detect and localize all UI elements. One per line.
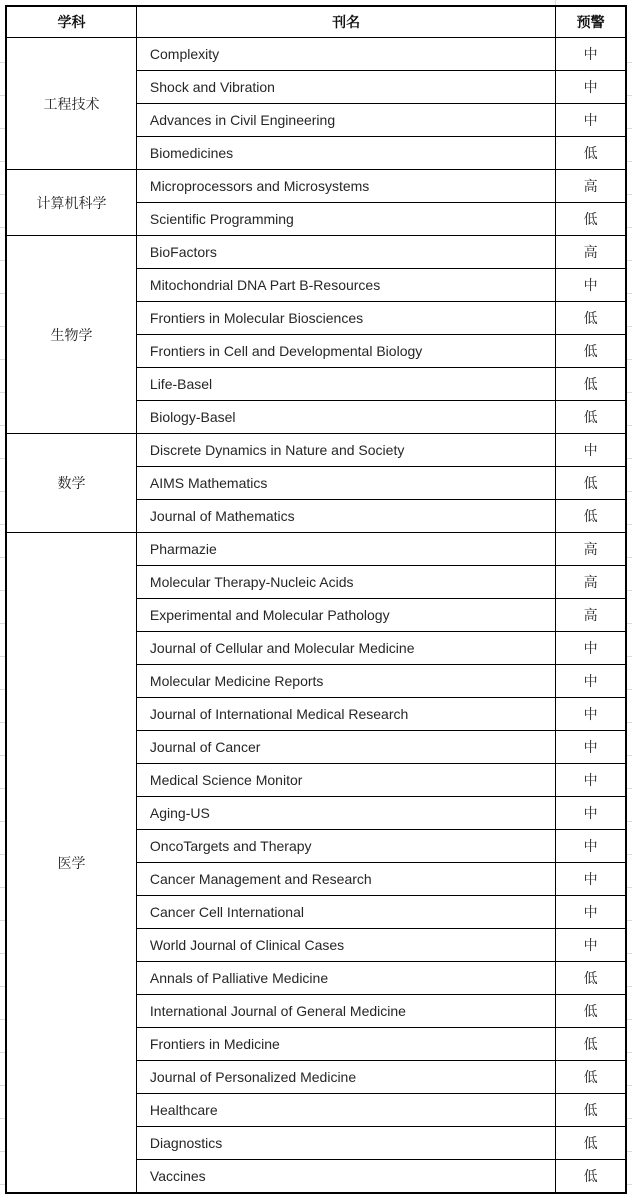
- warning-level-cell: 低: [556, 1061, 626, 1094]
- journal-name-cell: Molecular Therapy-Nucleic Acids: [136, 566, 555, 599]
- journal-name-cell: Healthcare: [136, 1094, 555, 1127]
- warning-level-cell: 高: [556, 599, 626, 632]
- journal-name-cell: Journal of Cellular and Molecular Medicine: [136, 632, 555, 665]
- warning-level-cell: 中: [556, 698, 626, 731]
- journal-name-cell: Journal of International Medical Research: [136, 698, 555, 731]
- warning-level-cell: 中: [556, 434, 626, 467]
- journal-name-cell: Aging-US: [136, 797, 555, 830]
- warning-level-cell: 低: [556, 335, 626, 368]
- journal-name-cell: Scientific Programming: [136, 203, 555, 236]
- warning-level-cell: 低: [556, 1094, 626, 1127]
- warning-level-cell: 中: [556, 929, 626, 962]
- warning-level-cell: 低: [556, 467, 626, 500]
- warning-level-cell: 中: [556, 764, 626, 797]
- journal-name-cell: Life-Basel: [136, 368, 555, 401]
- warning-level-cell: 中: [556, 830, 626, 863]
- journal-name-cell: OncoTargets and Therapy: [136, 830, 555, 863]
- journal-name-cell: Molecular Medicine Reports: [136, 665, 555, 698]
- journal-warning-table: [5, 5, 627, 1194]
- table-header: [6, 6, 626, 38]
- journal-name-cell: Biology-Basel: [136, 401, 555, 434]
- table-row: [6, 533, 626, 566]
- warning-level-cell: 低: [556, 302, 626, 335]
- journal-name-cell: AIMS Mathematics: [136, 467, 555, 500]
- journal-name-cell: Experimental and Molecular Pathology: [136, 599, 555, 632]
- journal-name-cell: Journal of Cancer: [136, 731, 555, 764]
- journal-name-cell: Cancer Cell International: [136, 896, 555, 929]
- warning-level-cell: 高: [556, 170, 626, 203]
- warning-level-cell: 高: [556, 566, 626, 599]
- warning-level-cell: 低: [556, 203, 626, 236]
- warning-level-cell: 高: [556, 533, 626, 566]
- warning-level-cell: 中: [556, 863, 626, 896]
- journal-name-cell: BioFactors: [136, 236, 555, 269]
- warning-level-cell: 中: [556, 632, 626, 665]
- journal-name-cell: Frontiers in Medicine: [136, 1028, 555, 1061]
- warning-level-cell: 低: [556, 1028, 626, 1061]
- warning-level-cell: 高: [556, 236, 626, 269]
- table-row: [6, 236, 626, 269]
- journal-name-cell: Shock and Vibration: [136, 71, 555, 104]
- header-journal: 刊名: [136, 6, 555, 38]
- journal-name-cell: Complexity: [136, 38, 555, 71]
- subject-cell: 医学: [6, 533, 136, 1194]
- warning-level-cell: 低: [556, 1127, 626, 1160]
- warning-level-cell: 中: [556, 38, 626, 71]
- journal-name-cell: Pharmazie: [136, 533, 555, 566]
- warning-level-cell: 中: [556, 104, 626, 137]
- warning-level-cell: 低: [556, 995, 626, 1028]
- warning-level-cell: 中: [556, 665, 626, 698]
- warning-level-cell: 低: [556, 368, 626, 401]
- journal-name-cell: Diagnostics: [136, 1127, 555, 1160]
- subject-cell: 工程技术: [6, 38, 136, 170]
- warning-level-cell: 中: [556, 896, 626, 929]
- journal-name-cell: Frontiers in Molecular Biosciences: [136, 302, 555, 335]
- journal-name-cell: Frontiers in Cell and Developmental Biology: [136, 335, 555, 368]
- journal-name-cell: Journal of Personalized Medicine: [136, 1061, 555, 1094]
- journal-name-cell: Discrete Dynamics in Nature and Society: [136, 434, 555, 467]
- warning-level-cell: 中: [556, 731, 626, 764]
- journal-name-cell: World Journal of Clinical Cases: [136, 929, 555, 962]
- right-gridline-ticks: [627, 30, 632, 1198]
- warning-level-cell: 低: [556, 962, 626, 995]
- journal-name-cell: Journal of Mathematics: [136, 500, 555, 533]
- table-row: [6, 434, 626, 467]
- journal-name-cell: Cancer Management and Research: [136, 863, 555, 896]
- journal-name-cell: Microprocessors and Microsystems: [136, 170, 555, 203]
- journal-name-cell: Advances in Civil Engineering: [136, 104, 555, 137]
- table-row: [6, 38, 626, 71]
- warning-level-cell: 低: [556, 401, 626, 434]
- journal-name-cell: Vaccines: [136, 1160, 555, 1194]
- journal-name-cell: Biomedicines: [136, 137, 555, 170]
- subject-cell: 生物学: [6, 236, 136, 434]
- table-body: [6, 38, 626, 1194]
- journal-name-cell: Medical Science Monitor: [136, 764, 555, 797]
- warning-level-cell: 低: [556, 500, 626, 533]
- journal-name-cell: Annals of Palliative Medicine: [136, 962, 555, 995]
- header-subject: 学科: [6, 6, 136, 38]
- warning-level-cell: 中: [556, 71, 626, 104]
- header-row: [6, 6, 626, 38]
- journal-name-cell: International Journal of General Medicine: [136, 995, 555, 1028]
- header-warning: 预警: [556, 6, 626, 38]
- subject-cell: 数学: [6, 434, 136, 533]
- warning-level-cell: 中: [556, 269, 626, 302]
- journal-name-cell: Mitochondrial DNA Part B-Resources: [136, 269, 555, 302]
- warning-level-cell: 中: [556, 797, 626, 830]
- table-row: [6, 170, 626, 203]
- warning-level-cell: 低: [556, 137, 626, 170]
- subject-cell: 计算机科学: [6, 170, 136, 236]
- warning-level-cell: 低: [556, 1160, 626, 1194]
